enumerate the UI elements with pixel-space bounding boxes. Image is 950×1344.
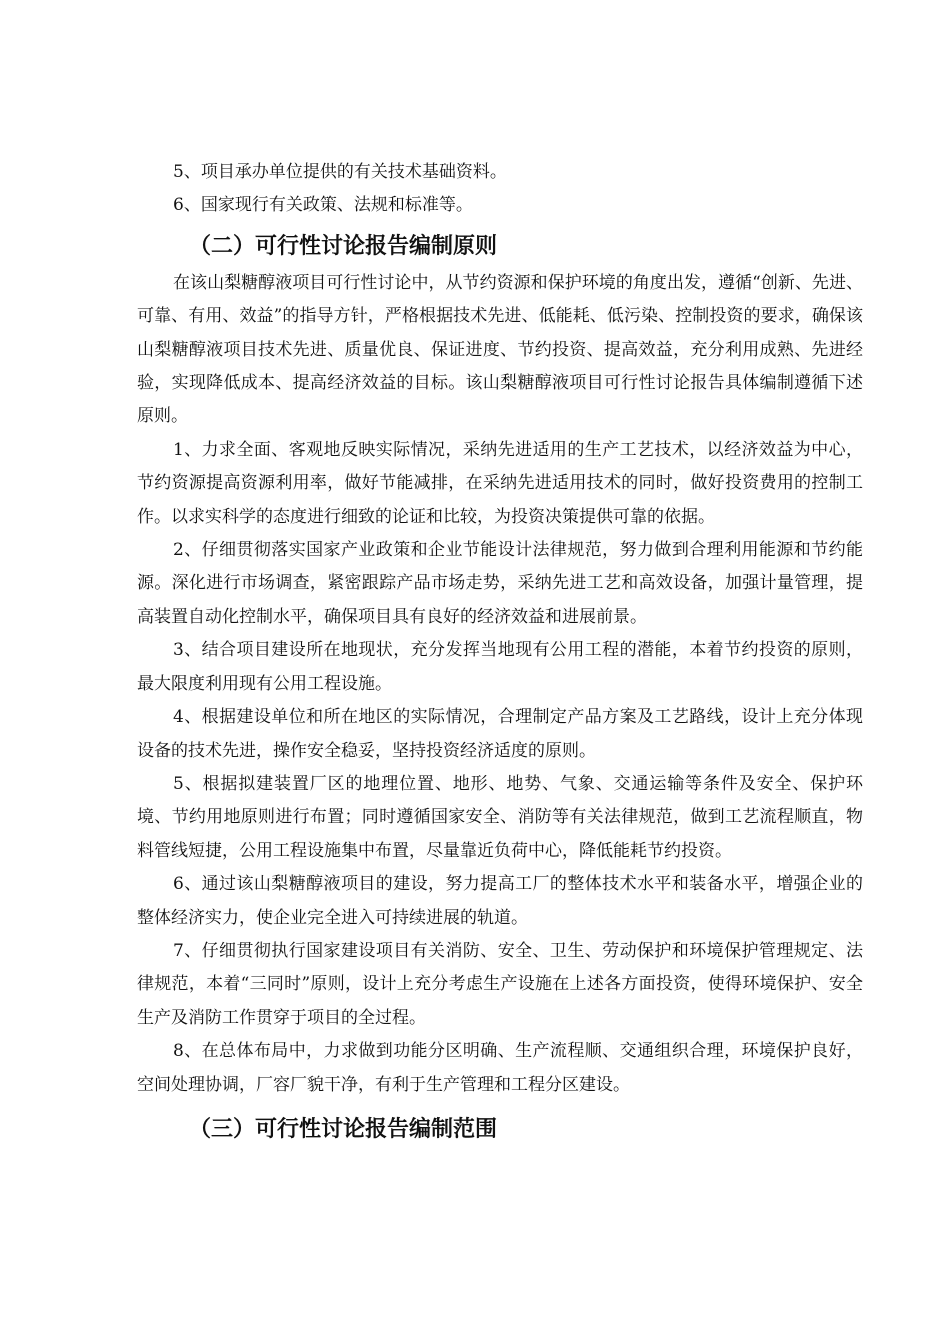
list-item: 6、国家现行有关政策、法规和标准等。 <box>173 195 473 216</box>
document-body <box>137 156 863 1150</box>
principle-paragraph: 6、通过该山梨糖醇液项目的建设，努力提高工厂的整体技术水平和装备水平，增强企业的整体经济实力，使企业完全进入可持续进展的轨道。 <box>137 874 863 928</box>
principle-paragraph: 4、根据建设单位和所在地区的实际情况，合理制定产品方案及工艺路线，设计上充分体现设备的技术先进，操作安全稳妥，坚持投资经济适度的原则。 <box>137 707 863 761</box>
list-item: 5、项目承办单位提供的有关技术基础资料。 <box>173 162 507 182</box>
section-intro-paragraph: 在该山梨糖醇液项目可行性讨论中，从节约资源和保护环境的角度出发，遵循“创新、先进、可靠、有用、效益”的指导方针，严格根据技术先进、低能耗、低污染、控制投资的要求，确保该山梨糖醇液项目技术先进、质量优良、保证进度、节约投资、提高效益，充分利用成熟、先进经验，实现降低成本、提高经济效益的目标。该山梨糖醇液项目可行性讨论报告具体编制遵循下述原则。 <box>137 272 863 427</box>
principle-paragraph: 7、仔细贯彻执行国家建设项目有关消防、安全、卫生、劳动保护和环境保护管理规定、法律规范，本着“三同时”原则，设计上充分考虑生产设施在上述各方面投资，使得环境保护、安全生产及消防工作贯穿于项目的全过程。 <box>137 940 863 1028</box>
section-heading: （二）可行性讨论报告编制原则 <box>189 233 498 259</box>
principle-paragraph: 1、力求全面、客观地反映实际情况，采纳先进适用的生产工艺技术，以经济效益为中心，节约资源提高资源利用率，做好节能减排，在采纳先进适用技术的同时，做好投资费用的控制工作。以求实科学的态度进行细致的论证和比较，为投资决策提供可靠的依据。 <box>137 439 863 527</box>
principle-paragraph: 8、在总体布局中，力求做到功能分区明确、生产流程顺、交通组织合理，环境保护良好，空间处理协调，厂容厂貌干净，有利于生产管理和工程分区建设。 <box>137 1041 863 1095</box>
principle-paragraph: 5、根据拟建装置厂区的地理位置、地形、地势、气象、交通运输等条件及安全、保护环境、节约用地原则进行布置；同时遵循国家安全、消防等有关法律规范，做到工艺流程顺直，物料管线短捷，公用工程设施集中布置，尽量靠近负荷中心，降低能耗节约投资。 <box>137 773 863 861</box>
principle-paragraph: 3、结合项目建设所在地现状，充分发挥当地现有公用工程的潜能，本着节约投资的原则，最大限度利用现有公用工程设施。 <box>137 640 863 694</box>
section-heading: （三）可行性讨论报告编制范围 <box>189 1116 498 1142</box>
principle-paragraph: 2、仔细贯彻落实国家产业政策和企业节能设计法律规范，努力做到合理利用能源和节约能源。深化进行市场调查，紧密跟踪产品市场走势，采纳先进工艺和高效设备，加强计量管理，提高装置自动化控制水平，确保项目具有良好的经济效益和进展前景。 <box>137 540 863 627</box>
